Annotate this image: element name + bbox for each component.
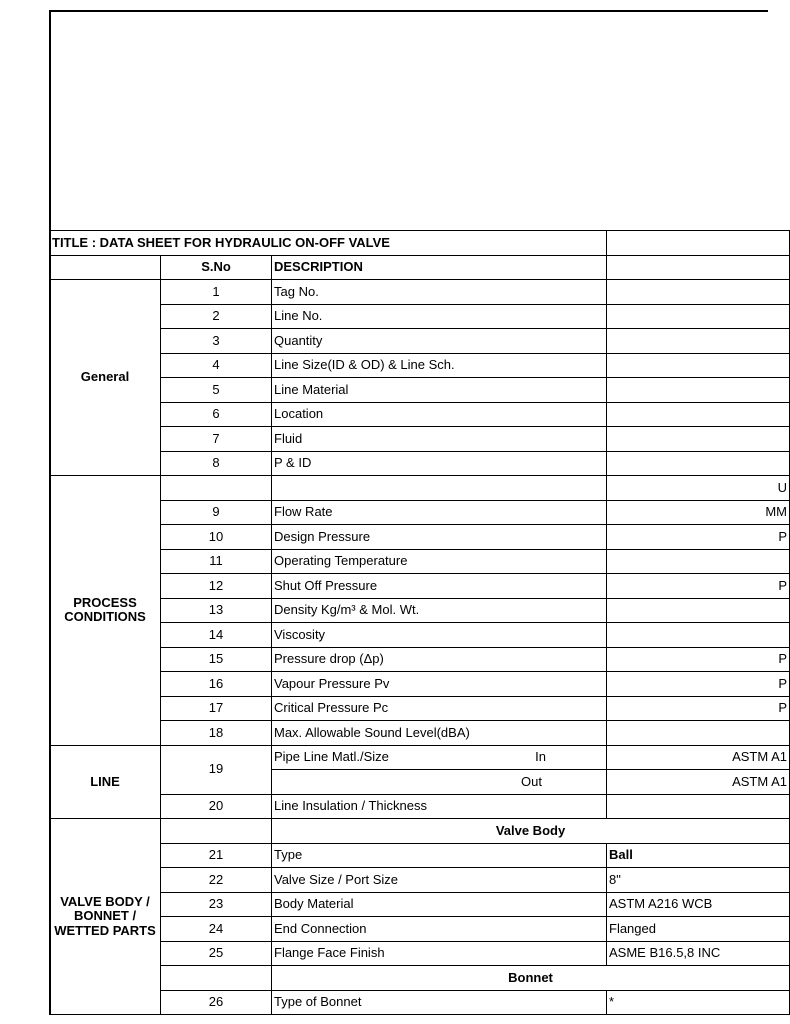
sno-cell <box>161 476 272 501</box>
value-cell: P <box>607 696 790 721</box>
value-cell <box>607 721 790 746</box>
sno-cell: 3 <box>161 329 272 354</box>
sno-cell: 10 <box>161 525 272 550</box>
description-cell: Density Kg/m³ & Mol. Wt. <box>272 598 607 623</box>
table-row <box>50 966 790 991</box>
value-cell <box>607 304 790 329</box>
table-row <box>50 941 790 966</box>
table-row <box>50 525 790 550</box>
group-header-cell <box>50 255 161 280</box>
description-cell: P & ID <box>272 451 607 476</box>
description-cell: Critical Pressure Pc <box>272 696 607 721</box>
value-cell <box>607 378 790 403</box>
description-cell: Type <box>272 843 607 868</box>
sno-cell: 11 <box>161 549 272 574</box>
table-row <box>50 868 790 893</box>
table-row <box>50 549 790 574</box>
description-cell: Viscosity <box>272 623 607 648</box>
table-row <box>50 500 790 525</box>
sno-cell: 20 <box>161 794 272 819</box>
sno-cell: 6 <box>161 402 272 427</box>
table-row <box>50 647 790 672</box>
description-cell: Operating Temperature <box>272 549 607 574</box>
table-row <box>50 574 790 599</box>
sno-cell: 23 <box>161 892 272 917</box>
in-label: In <box>535 749 546 765</box>
value-cell <box>607 598 790 623</box>
sno-cell: 2 <box>161 304 272 329</box>
description-header: DESCRIPTION <box>272 255 607 280</box>
description-cell: Line No. <box>272 304 607 329</box>
section-header-valve-body: Valve Body <box>272 819 790 844</box>
value-cell: Ball <box>607 843 790 868</box>
group-general: General <box>50 280 161 476</box>
table-row <box>50 990 790 1015</box>
value-cell <box>607 427 790 452</box>
sno-cell: 8 <box>161 451 272 476</box>
description-cell: Flange Face Finish <box>272 941 607 966</box>
sno-cell <box>161 966 272 991</box>
pipe-in-value: ASTM A1 <box>607 745 790 770</box>
value-cell <box>607 402 790 427</box>
table-row <box>50 794 790 819</box>
table-row <box>50 329 790 354</box>
value-cell <box>607 280 790 305</box>
description-cell: Pressure drop (Δp) <box>272 647 607 672</box>
sno-cell: 17 <box>161 696 272 721</box>
table-row <box>50 353 790 378</box>
table-row <box>50 672 790 697</box>
sno-cell: 18 <box>161 721 272 746</box>
sno-cell: 24 <box>161 917 272 942</box>
value-cell <box>607 623 790 648</box>
description-cell: Line Material <box>272 378 607 403</box>
sno-cell: 16 <box>161 672 272 697</box>
sno-cell: 1 <box>161 280 272 305</box>
table-row <box>50 304 790 329</box>
value-cell: * <box>607 990 790 1015</box>
description-cell: Flow Rate <box>272 500 607 525</box>
section-header-bonnet: Bonnet <box>272 966 790 991</box>
pipe-out-description <box>272 770 607 795</box>
value-cell <box>607 549 790 574</box>
group-line: LINE <box>50 745 161 819</box>
description-cell: Valve Size / Port Size <box>272 868 607 893</box>
sno-cell: 25 <box>161 941 272 966</box>
sheet-title: TITLE : DATA SHEET FOR HYDRAULIC ON-OFF VALVE <box>50 231 607 256</box>
title-row <box>50 231 790 256</box>
sno-cell: 19 <box>161 745 272 794</box>
value-header <box>607 255 790 280</box>
sno-cell: 4 <box>161 353 272 378</box>
sno-cell: 21 <box>161 843 272 868</box>
description-cell: Shut Off Pressure <box>272 574 607 599</box>
description-cell: Design Pressure <box>272 525 607 550</box>
table-row <box>50 451 790 476</box>
table-row <box>50 280 790 305</box>
value-cell: ASTM A216 WCB <box>607 892 790 917</box>
description-cell: Quantity <box>272 329 607 354</box>
description-cell: Fluid <box>272 427 607 452</box>
header-row <box>50 255 790 280</box>
sno-cell: 5 <box>161 378 272 403</box>
description-cell: Type of Bonnet <box>272 990 607 1015</box>
description-cell <box>272 476 607 501</box>
table-row <box>50 427 790 452</box>
pipe-line-description <box>272 745 607 770</box>
value-cell <box>607 451 790 476</box>
table-row <box>50 402 790 427</box>
description-cell: Line Insulation / Thickness <box>272 794 607 819</box>
group-valve-body: VALVE BODY / BONNET / WETTED PARTS <box>50 819 161 1015</box>
pipe-out-value: ASTM A1 <box>607 770 790 795</box>
table-row <box>50 598 790 623</box>
description-cell: Max. Allowable Sound Level(dBA) <box>272 721 607 746</box>
pipe-line-label: Pipe Line Matl./Size <box>274 749 389 765</box>
sno-cell: 14 <box>161 623 272 648</box>
table-row <box>50 892 790 917</box>
value-cell: ASME B16.5,8 INC <box>607 941 790 966</box>
value-cell: Flanged <box>607 917 790 942</box>
value-cell: P <box>607 525 790 550</box>
sno-cell: 12 <box>161 574 272 599</box>
sno-cell: 9 <box>161 500 272 525</box>
table-row <box>50 378 790 403</box>
sno-cell <box>161 819 272 844</box>
value-cell <box>607 329 790 354</box>
description-cell: Body Material <box>272 892 607 917</box>
out-label: Out <box>521 773 542 789</box>
table-row <box>50 745 790 770</box>
sno-cell: 7 <box>161 427 272 452</box>
table-row <box>50 917 790 942</box>
table-row <box>50 843 790 868</box>
value-cell: P <box>607 672 790 697</box>
value-cell: P <box>607 647 790 672</box>
table-row <box>50 476 790 501</box>
value-cell <box>607 353 790 378</box>
group-process-conditions: PROCESS CONDITIONS <box>50 476 161 746</box>
table-row <box>50 623 790 648</box>
value-cell: MM <box>607 500 790 525</box>
description-cell: Vapour Pressure Pv <box>272 672 607 697</box>
description-cell: Tag No. <box>272 280 607 305</box>
sno-cell: 22 <box>161 868 272 893</box>
value-cell: P <box>607 574 790 599</box>
sno-header: S.No <box>161 255 272 280</box>
table-row <box>50 721 790 746</box>
value-cell <box>607 794 790 819</box>
header-blank-area <box>51 12 768 230</box>
description-cell: End Connection <box>272 917 607 942</box>
table-row <box>50 819 790 844</box>
sno-cell: 15 <box>161 647 272 672</box>
sno-cell: 13 <box>161 598 272 623</box>
title-value-cell <box>607 231 790 256</box>
description-cell: Line Size(ID & OD) & Line Sch. <box>272 353 607 378</box>
datasheet-table <box>49 230 790 1015</box>
units-header-cell: U <box>607 476 790 501</box>
sno-cell: 26 <box>161 990 272 1015</box>
value-cell: 8" <box>607 868 790 893</box>
description-cell: Location <box>272 402 607 427</box>
table-row <box>50 696 790 721</box>
